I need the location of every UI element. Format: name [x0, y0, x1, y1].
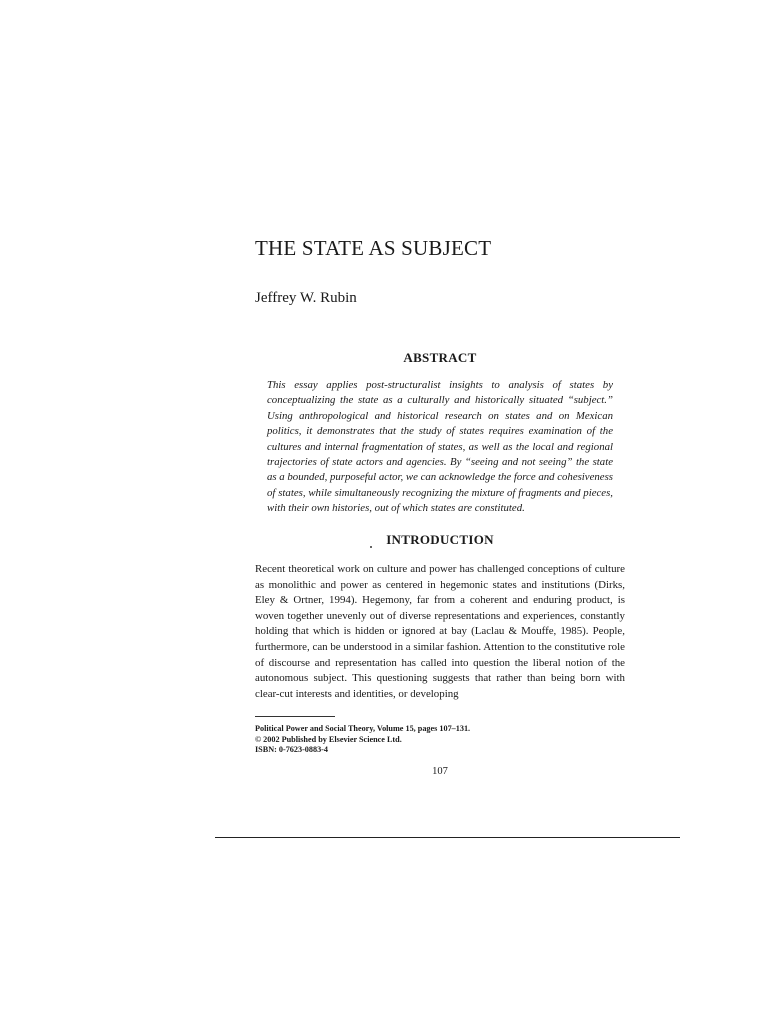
footnote-journal: Political Power and Social Theory, Volume 15, pages 107–131. [255, 724, 471, 733]
introduction-heading: INTRODUCTION [386, 532, 494, 547]
footnote-divider [255, 716, 335, 717]
article-title: THE STATE AS SUBJECT [255, 236, 492, 260]
page-number: 107 [432, 766, 448, 777]
footnote-copyright: © 2002 Published by Elsevier Science Ltd. [255, 734, 402, 744]
publication-footnote [255, 724, 625, 756]
abstract-heading: ABSTRACT [403, 350, 477, 365]
abstract-text: This essay applies post-structuralist insights to analysis of states by conceptualizing the state as a culturally and historically situated “subject.” Using anthropological and historical research on states and on Mexican politics, it demonstrates that the study of states requires examination of the cultures and internal fragmentation of states, as well as the local and regional trajectories of state actors and agencies. By “seeing and not seeing” the state as a bounded, purposeful actor, we can acknowledge the force and cohesiveness of states, while simultaneously recognizing the mixture of fragments and pieces, with their own histories, out of which states are constituted. [267, 379, 613, 515]
page-bottom-rule [215, 837, 680, 838]
article-author: Jeffrey W. Rubin [255, 290, 357, 306]
footnote-isbn: ISBN: 0-7623-0883-4 [255, 745, 329, 755]
introduction-text: Recent theoretical work on culture and power has challenged conceptions of culture as monolithic and power as centered in hegemonic states and institutions (Dirks, Eley & Ortner, 1994). Hegemony, far from a coherent and enduring product, is woven together unevenly out of diverse representations and experiences, constantly holding that which is hidden or ignored at bay (Laclau & Mouffe, 1985). People, furthermore, can be understood in a similar fashion. Attention to the constitutive role of discourse and representation has called into question the liberal notion of the autonomous subject. This questioning suggests that rather than being born with clear-cut interests and identities, or developing [255, 563, 625, 700]
